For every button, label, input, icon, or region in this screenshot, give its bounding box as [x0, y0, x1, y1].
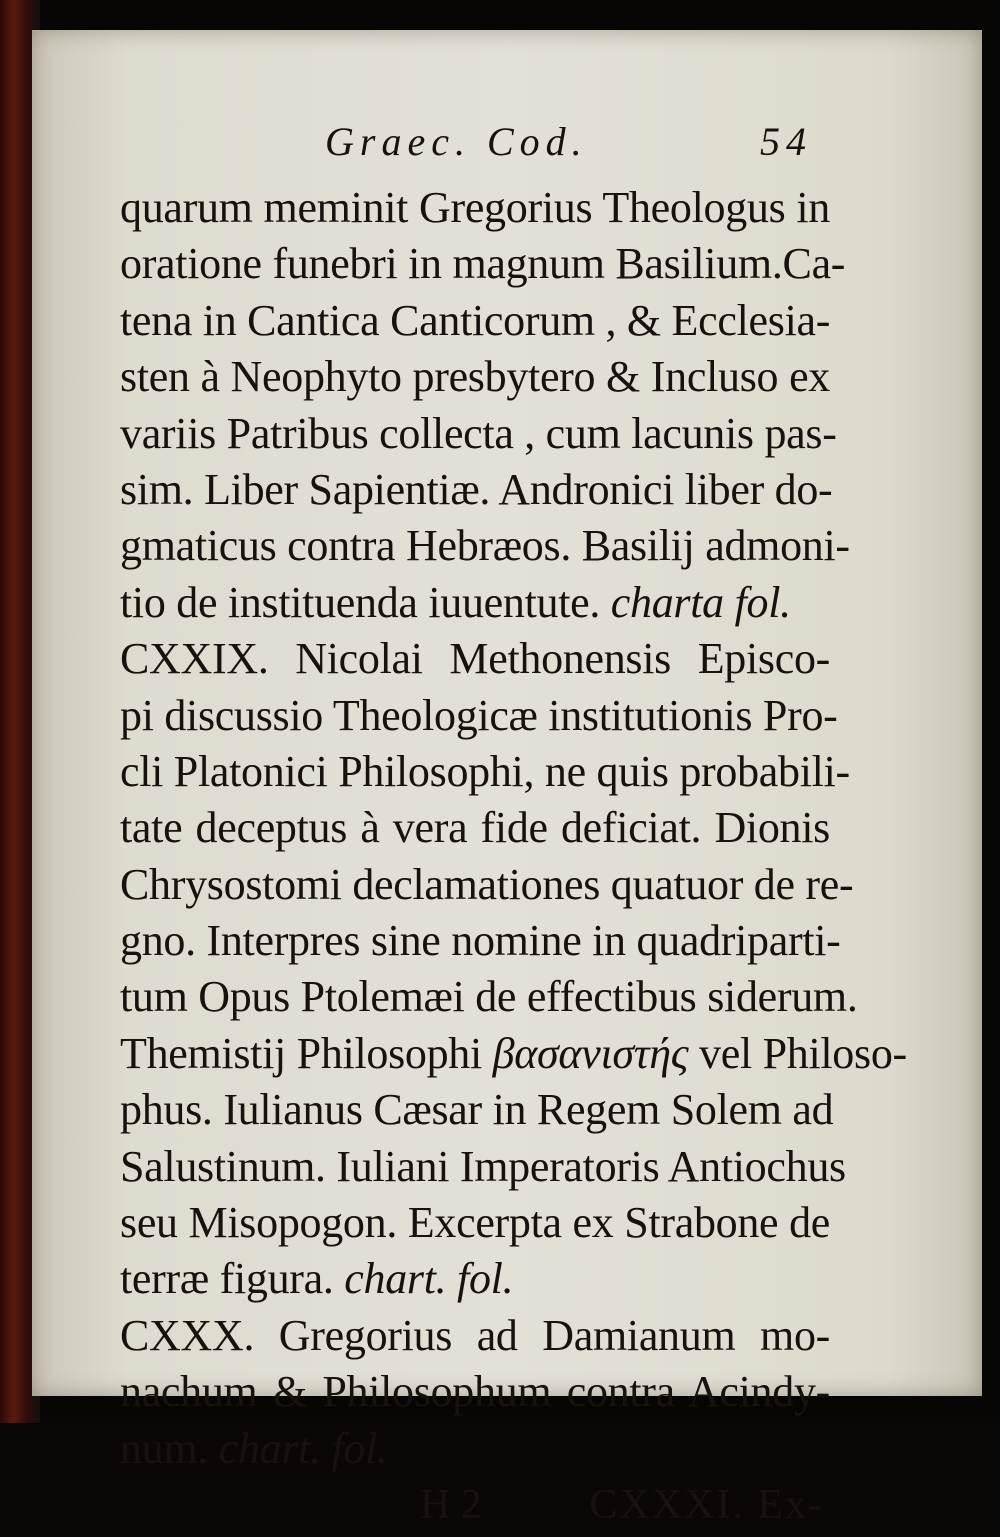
- text-line: [120, 1082, 834, 1138]
- text-line: [120, 349, 830, 405]
- text-line: [120, 1026, 907, 1082]
- text-line: [120, 180, 830, 236]
- text-line: [120, 744, 850, 800]
- text-line: [120, 1308, 830, 1364]
- text-line: [120, 293, 830, 349]
- italic-segment: chart. fol.: [218, 1423, 388, 1473]
- text-segment: tate deceptus à vera fide deficiat. Dionis: [120, 803, 830, 853]
- text-segment: gmaticus contra Hebræos. Basilij admoni-: [120, 521, 850, 571]
- text-segment: Chrysostomi declamationes quatuor de re-: [120, 859, 854, 909]
- text-line: [120, 1195, 830, 1251]
- text-line: [120, 1364, 830, 1420]
- text-segment: sim. Liber Sapientiæ. Andronici liber do-: [120, 464, 833, 514]
- text-line: [120, 631, 830, 687]
- text-segment: num.: [120, 1423, 219, 1473]
- signature-mark: H 2: [420, 1481, 482, 1528]
- text-segment: variis Patribus collecta , cum lacunis pas-: [120, 408, 837, 458]
- italic-segment: βασανιστής: [492, 1028, 689, 1078]
- text-line: [120, 575, 830, 631]
- page-body: [120, 180, 907, 1477]
- text-segment: CXXX. Gregorius ad Damianum mo-: [120, 1310, 830, 1360]
- text-line: [120, 688, 838, 744]
- text-line: [120, 518, 850, 574]
- text-segment: pi discussio Theologicæ institutionis Pro-: [120, 690, 838, 740]
- text-segment: tio de instituenda iuuentute.: [120, 577, 611, 627]
- text-segment: tum Opus Ptolemæi de effectibus siderum.: [120, 972, 858, 1022]
- text-segment: cli Platonici Philosophi, ne quis probabili-: [120, 746, 850, 796]
- text-line: [120, 1139, 846, 1195]
- italic-segment: charta fol.: [610, 577, 791, 627]
- text-segment: CXXIX. Nicolai Methonensis Episco-: [120, 634, 830, 684]
- text-segment: phus. Iulianus Cæsar in Regem Solem ad: [120, 1085, 834, 1135]
- text-line: [120, 462, 833, 518]
- running-head: Graec. Cod.: [325, 119, 588, 164]
- text-line: [120, 857, 854, 913]
- text-line: [120, 969, 858, 1025]
- text-line: [120, 236, 846, 292]
- text-segment: Themistij Philosophi: [120, 1028, 493, 1078]
- text-segment: terræ figura.: [120, 1254, 345, 1304]
- text-line: [120, 406, 837, 462]
- text-segment: seu Misopogon. Excerpta ex Strabone de: [120, 1198, 830, 1248]
- text-line: [120, 1251, 830, 1307]
- text-block: [120, 108, 907, 1537]
- text-segment: nachum & Philosophum contra Acindy-: [120, 1367, 830, 1417]
- text-line: [120, 800, 830, 856]
- book-page: [32, 30, 982, 1528]
- text-segment: quarum meminit Gregorius Theologus in: [120, 183, 830, 232]
- text-segment: gno. Interpres sine nomine in quadriparti-: [120, 916, 841, 966]
- text-segment: vel Philoso-: [688, 1028, 907, 1078]
- text-segment: tena in Cantica Canticorum , & Ecclesia-: [120, 295, 831, 345]
- text-segment: sten à Neophyto presbytero & Incluso ex: [120, 352, 830, 402]
- text-line: [120, 1421, 830, 1477]
- text-segment: oratione funebri in magnum Basilium.Ca-: [120, 239, 846, 289]
- catchword: CXXXI. Ex-: [589, 1481, 824, 1528]
- text-line: [120, 913, 841, 969]
- page-number: 54: [760, 119, 812, 164]
- text-segment: Salustinum. Iuliani Imperatoris Antiochus: [120, 1141, 846, 1191]
- page-header: [120, 108, 830, 180]
- page-footer: [120, 1477, 830, 1537]
- italic-segment: chart. fol.: [344, 1254, 514, 1304]
